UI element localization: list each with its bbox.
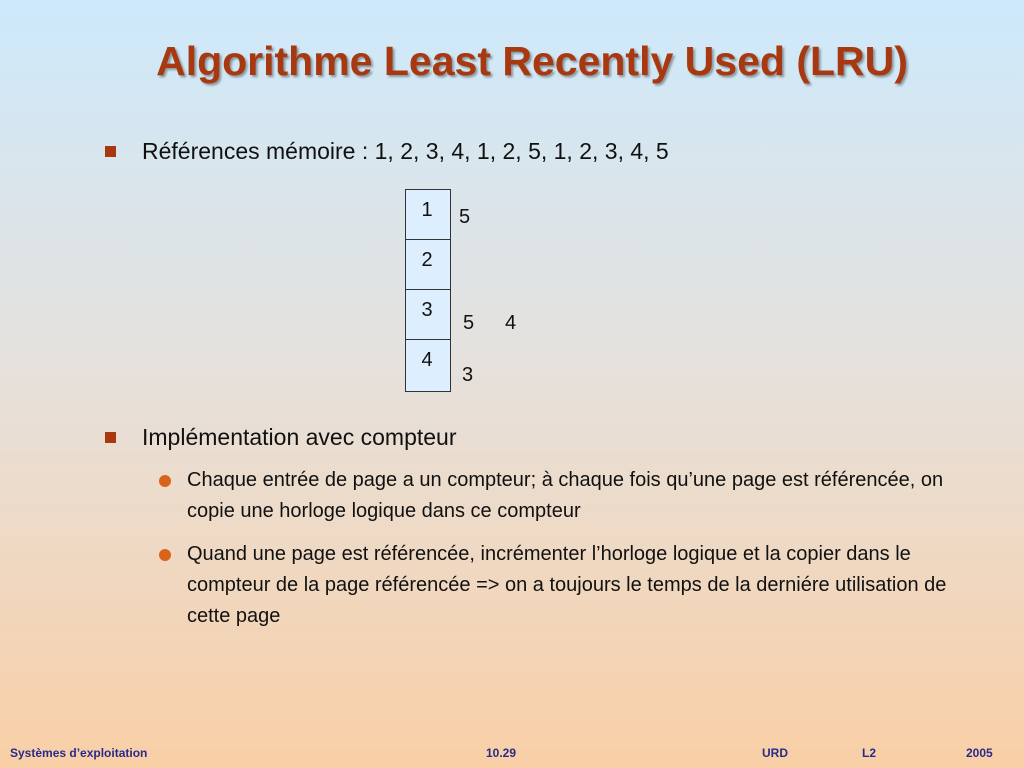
round-bullet-icon — [159, 549, 171, 561]
round-bullet-icon — [159, 475, 171, 487]
frame-cell: 3 — [406, 290, 450, 340]
page-frames-diagram — [405, 189, 451, 392]
footer-page-number: 10.29 — [486, 746, 517, 760]
sub-bullet-text: Quand une page est référencée, incrémenter l’horloge logique et la copier dans le compteur de la page référencée => on a toujours le temps de la derniére utilisation de cette page — [187, 543, 947, 627]
footer-level: L2 — [862, 746, 877, 760]
footer-course: Systèmes d’exploitation — [10, 746, 148, 760]
frame-annotation: 5 — [459, 206, 471, 228]
square-bullet-icon — [105, 432, 116, 443]
slide-title: Algorithme Least Recently Used (LRU) — [156, 38, 908, 84]
frame-cell: 1 — [406, 190, 450, 240]
frame-annotation: 4 — [505, 312, 517, 334]
square-bullet-icon — [105, 146, 116, 157]
sub-bullet-text: Chaque entrée de page a un compteur; à chaque fois qu’une page est référencée, on copie une horloge logique dans ce compteur — [187, 469, 944, 522]
footer-year: 2005 — [966, 746, 993, 760]
footer-org: URD — [762, 746, 788, 760]
frame-cell: 4 — [421, 349, 433, 371]
bullet-text: Implémentation avec compteur — [142, 424, 457, 450]
frame-annotation: 5 — [463, 312, 475, 334]
frame-annotation: 3 — [462, 364, 474, 386]
frame-cell: 2 — [406, 240, 450, 290]
bullet-text: Références mémoire : 1, 2, 3, 4, 1, 2, 5, 1, 2, 3, 4, 5 — [142, 138, 669, 164]
